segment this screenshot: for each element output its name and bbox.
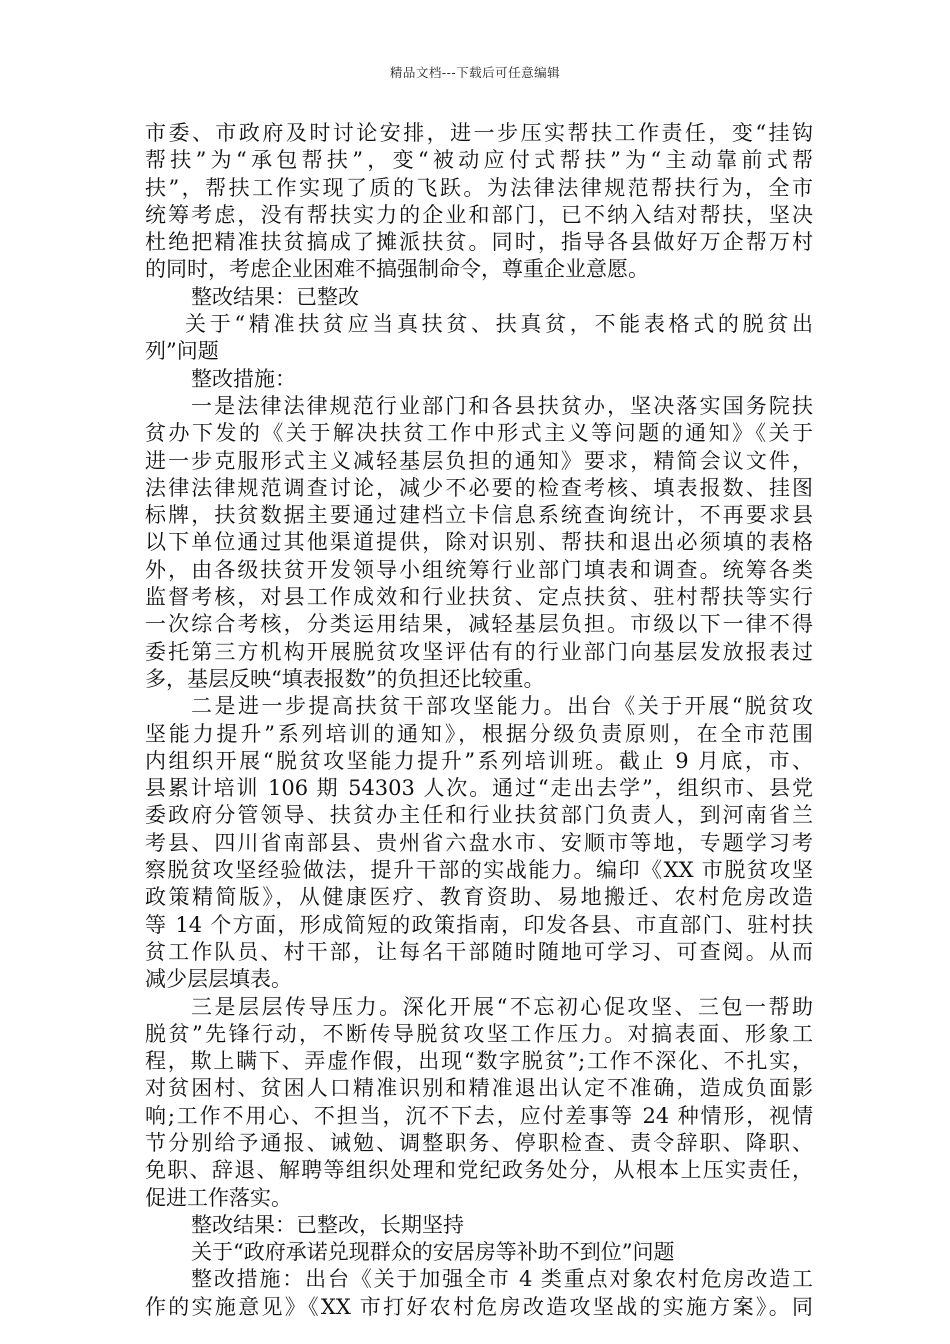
text-line: 帮扶”为“承包帮扶”，变“被动应付式帮扶”为“主动靠前式帮 (145, 148, 813, 173)
text-line: 对贫困村、贫困人口精准识别和精准退出认定不准确，造成负面影 (145, 1076, 813, 1101)
text-line: 一是法律法律规范行业部门和各县扶贫办，坚决落实国务院扶 (191, 393, 813, 418)
issue-heading: 关于“精准扶贫应当真扶贫、扶真贫，不能表格式的脱贫出 (185, 312, 813, 337)
text-line: 响;工作不用心、不担当，沉不下去，应付差事等 24 种情形，视情 (145, 1103, 813, 1128)
text-line: 坚能力提升”系列培训的通知》，根据分级负责原则，在全市范围 (145, 721, 813, 746)
text-line: 以下单位通过其他渠道提供，除对识别、帮扶和退出必须填的表格 (145, 530, 813, 555)
text-line: 委托第三方机构开展脱贫攻坚评估有的行业部门向基层发放报表过 (145, 639, 813, 664)
text-line: 脱贫”先锋行动，不断传导脱贫攻坚工作压力。对搞表面、形象工 (145, 1021, 813, 1046)
text-line: 二是进一步提高扶贫干部攻坚能力。出台《关于开展“脱贫攻 (191, 694, 813, 719)
text-line: 标牌，扶贫数据主要通过建档立卡信息系统查询统计，不再要求县 (145, 503, 813, 528)
text-line: 程，欺上瞒下、弄虚作假，出现“数字脱贫”;工作不深化、不扎实， (145, 1049, 813, 1074)
text-line: 统筹考虑，没有帮扶实力的企业和部门，已不纳入结对帮扶，坚决 (145, 202, 813, 227)
text-line: 的同时，考虑企业困难不搞强制命令，尊重企业意愿。 (145, 257, 649, 282)
text-line: 整改措施：出台《关于加强全市 4 类重点对象农村危房改造工 (191, 1267, 813, 1292)
text-line: 扶”，帮扶工作实现了质的飞跃。为法律法律规范帮扶行为，全市 (145, 175, 813, 200)
text-line: 委政府分管领导、扶贫办主任和行业扶贫部门负责人，到河南省兰 (145, 803, 813, 828)
text-line: 三是层层传导压力。深化开展“不忘初心促攻坚、三包一帮助 (191, 994, 813, 1019)
section-result-heading: 整改结果：已整改 (191, 284, 359, 309)
text-line: 杜绝把精准扶贫搞成了摊派扶贫。同时，指导各县做好万企帮万村 (145, 230, 813, 255)
issue-heading-cont: 列”问题 (145, 339, 219, 364)
text-line: 多，基层反映“填表报数”的负担还比较重。 (145, 666, 545, 691)
text-line: 一次综合考核，分类运用结果，减轻基层负担。市级以下一律不得 (145, 612, 813, 637)
text-line: 贫工作队员、村干部，让每名干部随时随地可学习、可查阅。从而 (145, 939, 813, 964)
text-line: 促进工作落实。 (145, 1185, 292, 1210)
text-line: 察脱贫攻坚经验做法，提升干部的实战能力。编印《XX 市脱贫攻坚 (145, 858, 813, 883)
text-line: 等 14 个方面，形成简短的政策指南，印发各县、市直部门、驻村扶 (145, 912, 813, 937)
text-line: 减少层层填表。 (145, 967, 292, 992)
page-header: 精品文档---下载后可任意编辑 (389, 65, 561, 80)
text-line: 免职、辞退、解聘等组织处理和党纪政务处分，从根本上压实责任， (145, 1158, 813, 1183)
text-line: 作的实施意见》《XX 市打好农村危房改造攻坚战的实施方案》。同 (145, 1294, 813, 1319)
text-line: 政策精简版》，从健康医疗、教育资助、易地搬迁、农村危房改造 (145, 885, 813, 910)
text-line: 考县、四川省南部县、贵州省六盘水市、安顺市等地，专题学习考 (145, 830, 813, 855)
section-result-heading: 整改结果：已整改，长期坚持 (191, 1212, 464, 1237)
text-line: 法律法律规范调查讨论，减少不必要的检查考核、填表报数、挂图 (145, 475, 813, 500)
text-line: 外，由各级扶贫开发领导小组统筹行业部门填表和调查。统筹各类 (145, 557, 813, 582)
text-line: 内组织开展“脱贫攻坚能力提升”系列培训班。截止 9 月底，市、 (145, 748, 813, 773)
text-line: 监督考核，对县工作成效和行业扶贫、定点扶贫、驻村帮扶等实行 (145, 585, 813, 610)
issue-heading: 关于“政府承诺兑现群众的安居房等补助不到位”问题 (191, 1240, 675, 1265)
text-line: 进一步克服形式主义减轻基层负担的通知》要求，精简会议文件， (145, 448, 813, 473)
text-line: 市委、市政府及时讨论安排，进一步压实帮扶工作责任，变“挂钩 (145, 121, 813, 145)
text-line: 节分别给予通报、诫勉、调整职务、停职检查、责令辞职、降职、 (145, 1130, 813, 1155)
text-line: 县累计培训 106 期 54303 人次。通过“走出去学”，组织市、县党 (145, 776, 813, 801)
measures-heading: 整改措施： (191, 366, 296, 391)
text-line: 贫办下发的《关于解决扶贫工作中形式主义等问题的通知》《关于 (145, 421, 813, 446)
document-body (145, 120, 813, 1321)
